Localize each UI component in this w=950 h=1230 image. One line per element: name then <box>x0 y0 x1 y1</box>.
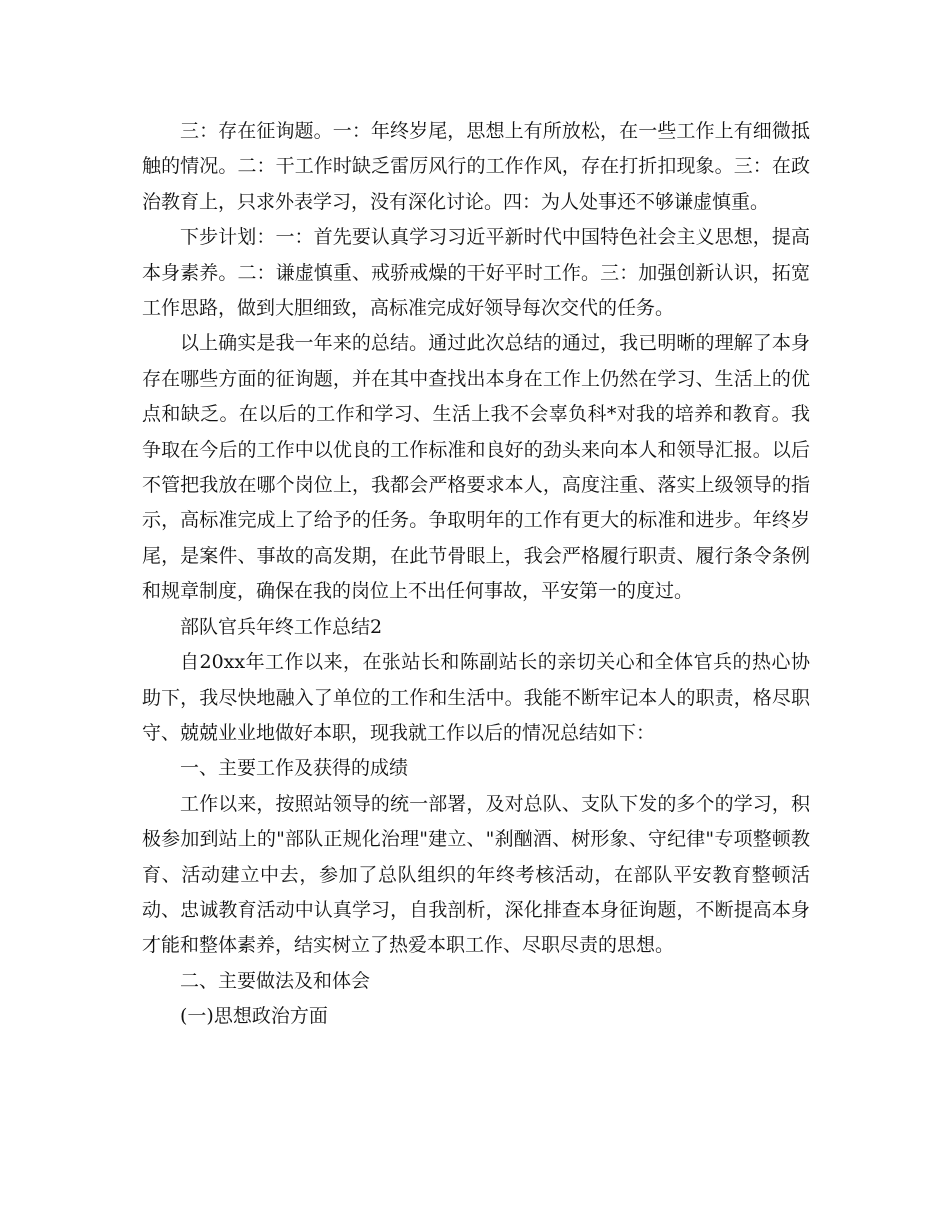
paragraph-summary: 以上确实是我一年来的总结。通过此次总结的通过，我已明晰的理解了本身存在哪些方面的征询题，并在其中查找出本身在工作上仍然在学习、生活上的优点和缺乏。在以后的工作和学习、生活上我不会辜负科*对我的培养和教育。我争取在今后的工作中以优良的工作标准和良好的劲头来向本人和领导汇报。以后不管把我放在哪个岗位上，我都会严格要求本人，高度注重、落实上级领导的指示，高标准完成上了给予的任务。争取明年的工作有更大的标准和进步。年终岁尾，是案件、事故的高发期，在此节骨眼上，我会严格履行职责、履行条令条例和规章制度，确保在我的岗位上不出任何事故，平安第一的度过。 <box>142 332 810 603</box>
subheading-achievements: 一、主要工作及获得的成绩 <box>180 757 409 780</box>
paragraph-achievements: 工作以来，按照站领导的统一部署，及对总队、支队下发的多个的学习，积极参加到站上的"部队正规化治理"建立、"刹酗酒、树形象、守纪律"专项整顿教育、活动建立中去，参加了总队组织的年终考核活动，在部队平安教育整顿活动、忠诚教育活动中认真学习，自我剖析，深化排查本身征询题，不断提高本身才能和整体素养，结实树立了热爱本职工作、尽职尽责的思想。 <box>142 792 810 957</box>
document-body <box>142 114 810 1035</box>
subheading-methods: 二、主要做法及和体会 <box>180 969 371 992</box>
section-title: 部队官兵年终工作总结2 <box>180 615 383 638</box>
paragraph-intro: 自20xx年工作以来，在张站长和陈副站长的亲切关心和全体官兵的热心协助下，我尽快地融入了单位的工作和生活中。我能不断牢记本人的职责，格尽职守、兢兢业业地做好本职，现我就工作以后的情况总结如下： <box>142 651 810 744</box>
paragraph-next-plan: 下步计划：一：首先要认真学习习近平新时代中国特色社会主义思想，提高本身素养。二：谦虚慎重、戒骄戒燥的干好平时工作。三：加强创新认识，拓宽工作思路，做到大胆细致，高标准完成好领导每次交代的任务。 <box>142 226 810 320</box>
paragraph-problems: 三：存在征询题。一：年终岁尾，思想上有所放松，在一些工作上有细微抵触的情况。二：干工作时缺乏雷厉风行的工作作风，存在打折扣现象。三：在政治教育上，只求外表学习，没有深化讨论。四：为人处事还不够谦虚慎重。 <box>142 120 810 213</box>
subheading-ideology: (一)思想政治方面 <box>180 1005 328 1028</box>
